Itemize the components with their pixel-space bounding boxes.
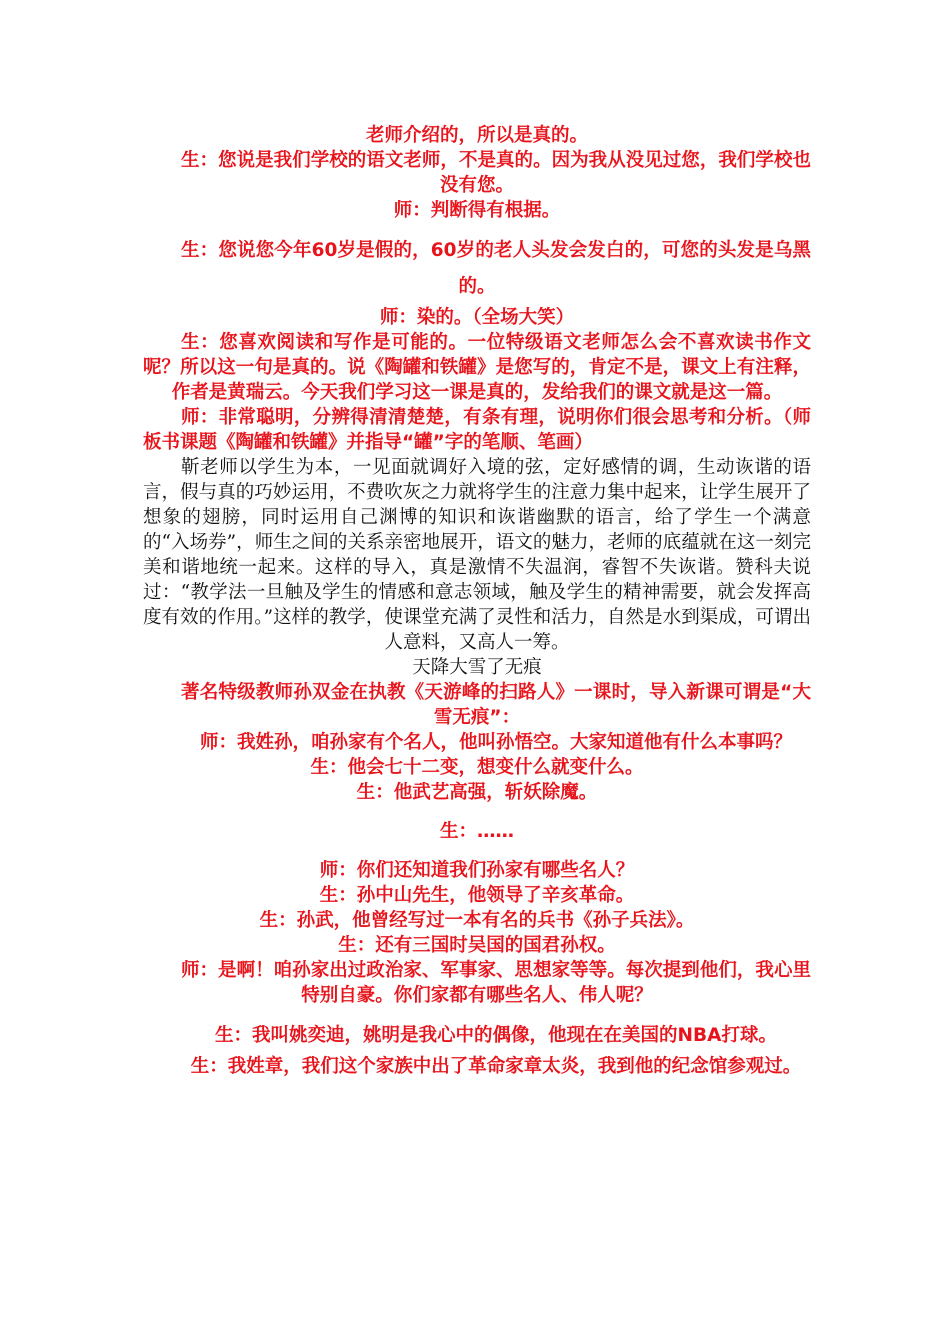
paragraph-2: 生：您说是我们学校的语文老师，不是真的。因为我从没见过您，我们学校也没有您。 [181,150,811,196]
paragraph-21: 生：我姓章，我们这个家族中出了革命家章太炎，我到他的纪念馆参观过。 [190,1056,802,1077]
paragraph-16: 生：孙中山先生，他领导了辛亥革命。 [319,885,635,906]
paragraph-20: 生：我叫姚奕迪，姚明是我心中的偶像，他现在在美国的NBA打球。 [215,1025,777,1046]
paragraph-17: 生：孙武，他曾经写过一本有名的兵书《孙子兵法》。 [259,910,695,931]
paragraph-3: 师：判断得有根据。 [393,200,561,221]
paragraph-14: 生：…… [439,821,514,842]
paragraph-13: 生：他武艺高强，斩妖除魔。 [356,782,598,803]
paragraph-5: 师：染的。（全场大笑） [379,307,575,328]
paragraph-4: 生：您说您今年60岁是假的，60岁的老人头发会发白的，可您的头发是乌黑的。 [181,240,811,297]
paragraph-10: 著名特级教师孙双金在执教《天游峰的扫路人》一课时，导入新课可谓是“大雪无痕”： [181,682,811,728]
document-body [143,123,811,1079]
paragraph-7: 师：非常聪明，分辨得清清楚楚，有条有理，说明你们很会思考和分析。（师板书课题《陶罐和铁罐》并指导“罐”字的笔顺、笔画） [143,407,811,453]
paragraph-19: 师：是啊！咱孙家出过政治家、军事家、思想家等等。每次提到他们，我心里特别自豪。你们家都有哪些名人、伟人呢？ [181,960,811,1006]
paragraph-12: 生：他会七十二变，想变什么就变什么。 [310,757,644,778]
paragraph-1: 老师介绍的，所以是真的。 [365,125,588,146]
paragraph-8: 靳老师以学生为本，一见面就调好入境的弦，定好感情的调，生动诙谐的语言，假与真的巧妙运用，不费吹灰之力就将学生的注意力集中起来，让学生展开了想象的翅膀，同时运用自己渊博的知识和诙谐幽默的语言，给了学生一个满意的“入场券”，师生之间的关系亲密地展开，语文的魅力，老师的底蕴就在这一刻完美和谐地统一起来。这样的导入，真是激情不失温润，睿智不失诙谐。赞科夫说过：“教学法一旦触及学生的情感和意志领域，触及学生的精神需要，就会发挥高度有效的作用。”这样的教学，使课堂充满了灵性和活力，自然是水到渠成，可谓出人意料，又高人一筹。 [143,457,811,653]
section-heading: 天降大雪了无痕 [412,657,542,678]
paragraph-15: 师：你们还知道我们孙家有哪些名人？ [319,860,635,881]
paragraph-11: 师：我姓孙，咱孙家有个名人，他叫孙悟空。大家知道他有什么本事吗？ [199,732,792,753]
paragraph-18: 生：还有三国时吴国的国君孙权。 [338,935,616,956]
paragraph-6: 生：您喜欢阅读和写作是可能的。一位特级语文老师怎么会不喜欢读书作文呢？所以这一句是真的。说《陶罐和铁罐》是您写的，肯定不是，课文上有注释，作者是黄瑞云。今天我们学习这一课是真的，发给我们的课文就是这一篇。 [143,332,811,403]
